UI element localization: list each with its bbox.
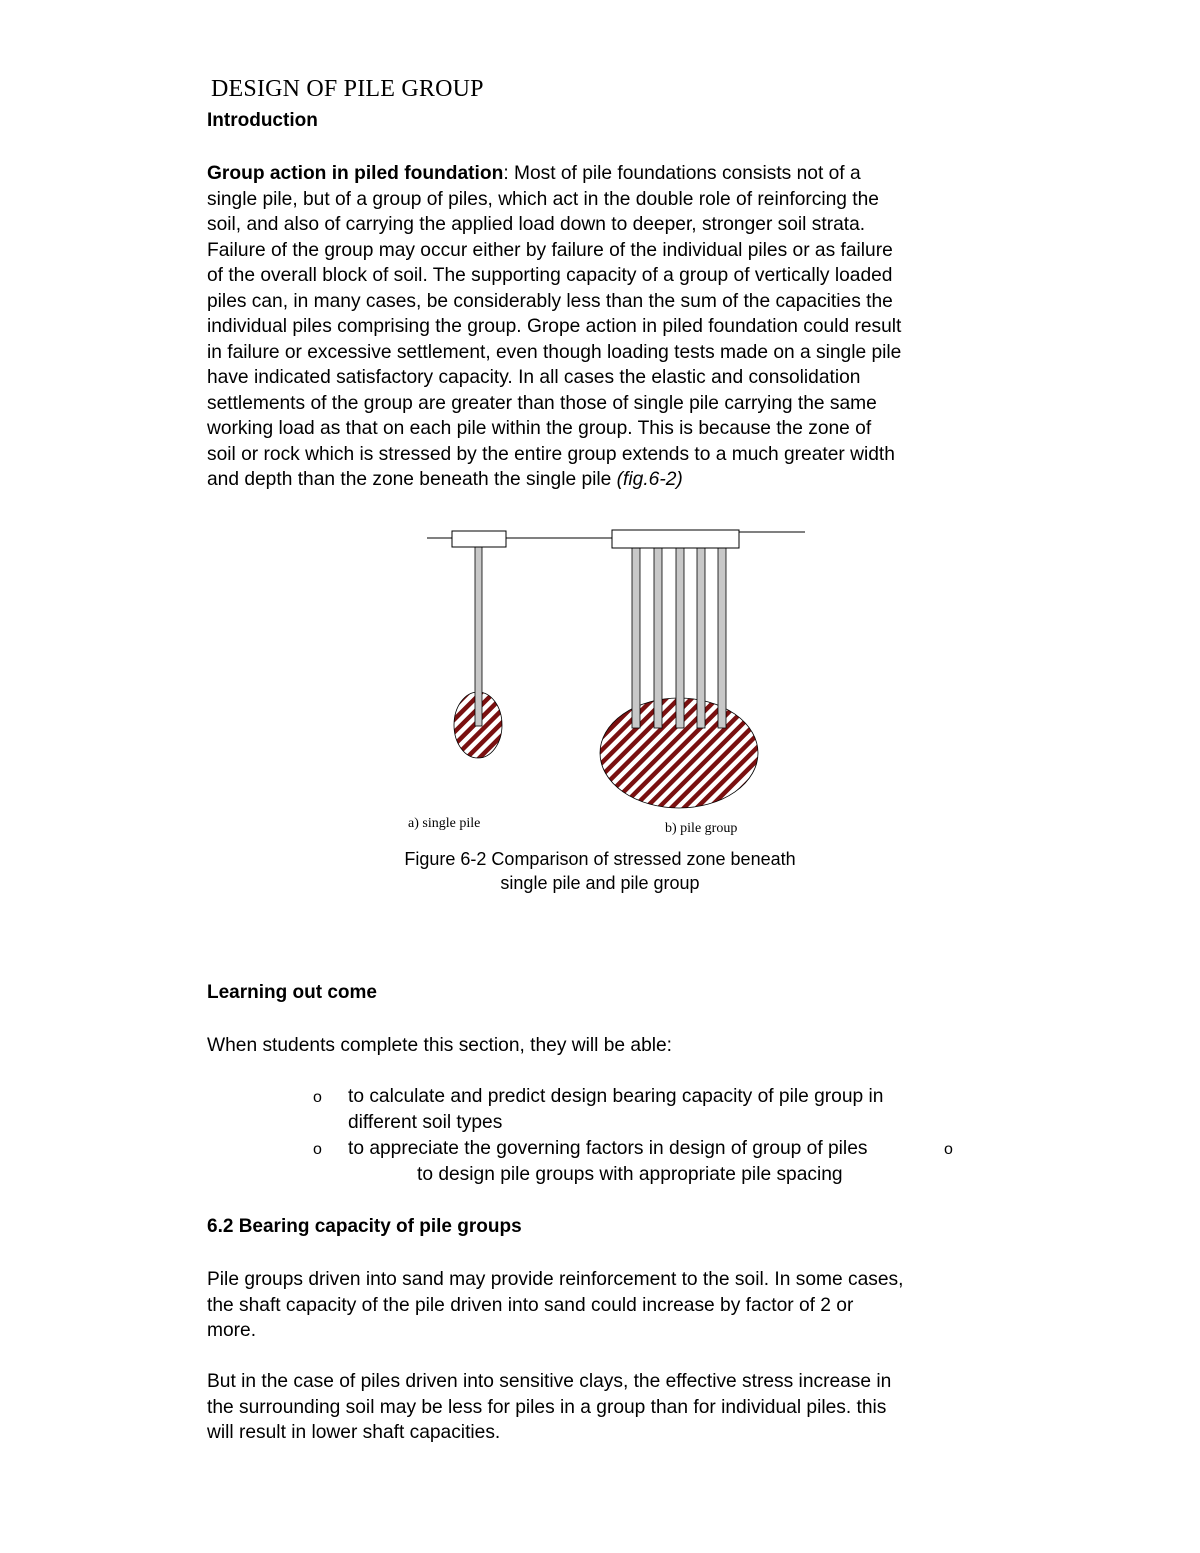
figure-label-single-pile: a) single pile (408, 816, 481, 831)
paragraph-line: have indicated satisfactory capacity. In all cases the elastic and consolidation (207, 367, 861, 388)
paragraph-line: of the overall block of soil. The supporting capacity of a group of vertically loaded (207, 265, 893, 286)
paragraph-line: piles can, in many cases, be considerably less than the sum of the capacities the (207, 290, 893, 312)
paragraph-line (207, 467, 1007, 493)
pile-stress-zone-figure (400, 516, 820, 846)
group-pile-shaft-5 (718, 548, 726, 728)
paragraph-line: the surrounding soil may be less for piles in a group than for individual piles. this (207, 1396, 887, 1418)
bullet-marker: o (313, 1089, 322, 1106)
bullet-line: to calculate and predict design bearing capacity of pile group in (348, 1086, 884, 1107)
paragraph-line: the shaft capacity of the pile driven into sand could increase by factor of 2 or (207, 1294, 854, 1316)
learning-bullet-3: to design pile groups with appropriate pile spacing (417, 1164, 843, 1185)
pile-group-cap (612, 530, 739, 548)
group-action-first-line: : Most of pile foundations consists not of a (503, 163, 861, 184)
paragraph-line: single pile, but of a group of piles, which act in the double role of reinforcing the (207, 188, 879, 210)
bullet-marker: o (313, 1141, 322, 1158)
paragraph-line: soil or rock which is stressed by the entire group extends to a much greater width (207, 443, 895, 465)
paragraph-line: more. (207, 1320, 257, 1341)
paragraph-line (207, 161, 1007, 187)
last-line-text: and depth than the zone beneath the single pile (207, 469, 617, 490)
bullet-marker: o (944, 1141, 953, 1158)
bearing-capacity-heading: 6.2 Bearing capacity of pile groups (207, 1216, 522, 1237)
caption-line: Figure 6-2 Comparison of stressed zone beneath (404, 849, 796, 869)
bullet-line: different soil types (348, 1111, 503, 1133)
bearing-paragraph-2 (207, 1369, 1007, 1446)
introduction-heading: Introduction (207, 110, 318, 131)
paragraph-line: Pile groups driven into sand may provide reinforcement to the soil. In some cases, (207, 1269, 904, 1290)
learning-bullet-1 (348, 1084, 883, 1135)
paragraph-line: But in the case of piles driven into sensitive clays, the effective stress increase in (207, 1371, 892, 1392)
paragraph-line: soil, and also of carrying the applied load down to deeper, stronger soil strata. (207, 214, 866, 235)
figure-reference: (fig.6-2) (616, 469, 683, 490)
group-pile-shaft-1 (632, 548, 640, 728)
learning-outcome-heading: Learning out come (207, 982, 377, 1003)
single-pile-shaft (475, 546, 482, 726)
learning-bullet-2: to appreciate the governing factors in design of group of piles (348, 1138, 868, 1159)
learning-intro: When students complete this section, they will be able: (207, 1035, 673, 1056)
figure-label-pile-group: b) pile group (665, 821, 738, 836)
caption-line: single pile and pile group (500, 873, 700, 893)
group-pile-shaft-2 (654, 548, 662, 728)
group-pile-shaft-4 (697, 548, 705, 728)
group-action-paragraph (207, 161, 1007, 493)
group-pile-shaft-3 (676, 548, 684, 728)
paragraph-line: working load as that on each pile within the group. This is because the zone of (207, 418, 872, 439)
figure-caption (360, 847, 840, 895)
paragraph-line: in failure or excessive settlement, even though loading tests made on a single pile (207, 341, 902, 363)
bearing-paragraph-1 (207, 1267, 1007, 1344)
paragraph-line: individual piles comprising the group. Grope action in piled foundation could result (207, 316, 902, 337)
group-action-lead: Group action in piled foundation (207, 163, 504, 184)
paragraph-line: will result in lower shaft capacities. (207, 1422, 501, 1443)
document-title: DESIGN OF PILE GROUP (211, 76, 484, 102)
paragraph-line: Failure of the group may occur either by failure of the individual piles or as failure (207, 239, 893, 261)
paragraph-line: settlements of the group are greater than those of single pile carrying the same (207, 392, 877, 414)
single-pile-cap (452, 531, 506, 547)
